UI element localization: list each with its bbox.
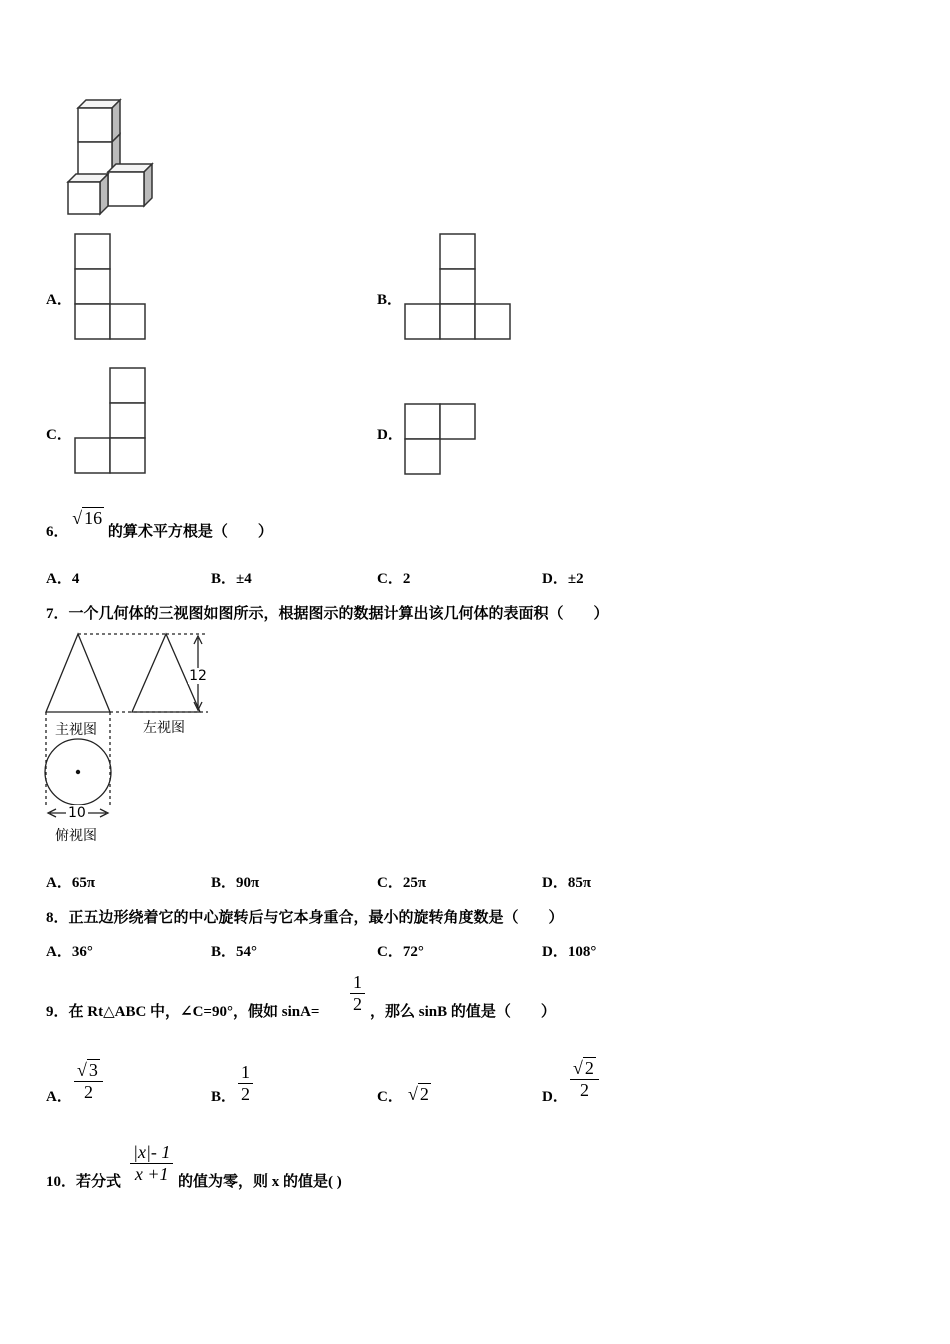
- q9-option-c-radicand: 2: [419, 1084, 429, 1104]
- q6-text: 的算术平方根是（ ）: [107, 524, 273, 540]
- q6-option-c[interactable]: C．2: [377, 571, 411, 587]
- q8-option-d[interactable]: D．108°: [542, 944, 597, 960]
- q9-option-a-label[interactable]: A．: [46, 1089, 72, 1105]
- q8-stem: 8．正五边形绕着它的中心旋转后与它本身重合，最小的旋转角度数是（ ）: [46, 910, 564, 926]
- q7-left-view-label: 左视图: [143, 720, 185, 736]
- q5-option-d-label[interactable]: D．: [377, 427, 403, 443]
- q7-stem: 7．一个几何体的三视图如图所示，根据图示的数据计算出该几何体的表面积（ ）: [46, 606, 609, 622]
- q9-fraction: [350, 972, 365, 1014]
- q5-option-b-label[interactable]: B．: [377, 292, 403, 308]
- q10-suffix: 的值为零，则 x 的值是( ): [178, 1174, 342, 1190]
- q8-option-b[interactable]: B．54°: [211, 944, 258, 960]
- q8-option-c[interactable]: C．72°: [377, 944, 424, 960]
- q5-option-a-figure[interactable]: [74, 233, 150, 341]
- q7-height-label: 12: [189, 668, 207, 684]
- q9-prefix: 9．在 Rt△ABC 中，∠C=90°，假如 sinA=: [46, 1004, 320, 1020]
- q5-option-a-label[interactable]: A．: [46, 292, 72, 308]
- q5-option-c-label[interactable]: C．: [46, 427, 72, 443]
- q7-option-b[interactable]: B．90π: [211, 875, 260, 891]
- q8-option-a[interactable]: A．36°: [46, 944, 93, 960]
- q6-option-b[interactable]: B．±4: [211, 571, 252, 587]
- q7-option-c[interactable]: C．25π: [377, 875, 427, 891]
- q9-option-c-value[interactable]: √ 2: [408, 1084, 429, 1104]
- q9-option-b-num: 1: [241, 1062, 250, 1082]
- q5-option-c-figure[interactable]: [74, 367, 150, 477]
- q9-option-d-radicand: 2: [584, 1058, 594, 1078]
- q7-front-view-label: 主视图: [55, 722, 97, 738]
- q9-fraction-num: 1: [353, 972, 362, 992]
- q9-option-a-den: 2: [83, 1081, 93, 1102]
- q7-top-view-label: 俯视图: [55, 828, 97, 844]
- q6-radicand: 16: [84, 508, 103, 528]
- q9-option-c-label[interactable]: C．: [377, 1089, 403, 1105]
- q5-option-d-figure[interactable]: [404, 403, 480, 479]
- q9-option-b-den: 2: [241, 1083, 250, 1104]
- q6-option-d[interactable]: D．±2: [542, 571, 584, 587]
- q7-option-d[interactable]: D．85π: [542, 875, 592, 891]
- q5-option-b-figure[interactable]: [404, 233, 516, 341]
- q9-option-d-den: 2: [579, 1079, 589, 1100]
- q9-option-b-label[interactable]: B．: [211, 1089, 237, 1105]
- q6-stem: [46, 508, 273, 541]
- q9-option-d-label[interactable]: D．: [542, 1089, 568, 1105]
- q10-fraction: [130, 1142, 173, 1184]
- q7-option-a[interactable]: A．65π: [46, 875, 96, 891]
- q9-option-a-radicand: 3: [88, 1060, 98, 1080]
- cube-stack-figure: [60, 96, 160, 218]
- q9-option-b-value[interactable]: [238, 1062, 253, 1104]
- q6-sqrt: √ 16: [72, 508, 103, 528]
- q10-denominator: x +1: [134, 1163, 169, 1184]
- q9-fraction-den: 2: [353, 993, 362, 1014]
- q9-option-a-value[interactable]: √ 3 2: [74, 1060, 103, 1102]
- q9-suffix: ，那么 sinB 的值是（ ）: [370, 1004, 556, 1020]
- q7-diameter-label: 10: [68, 805, 86, 821]
- q6-option-a[interactable]: A．4: [46, 571, 80, 587]
- q10-prefix: 10．若分式: [46, 1174, 122, 1190]
- q6-number: 6．: [46, 524, 69, 540]
- q9-option-d-value[interactable]: √ 2 2: [570, 1058, 599, 1100]
- q10-numerator: |x|- 1: [133, 1142, 171, 1162]
